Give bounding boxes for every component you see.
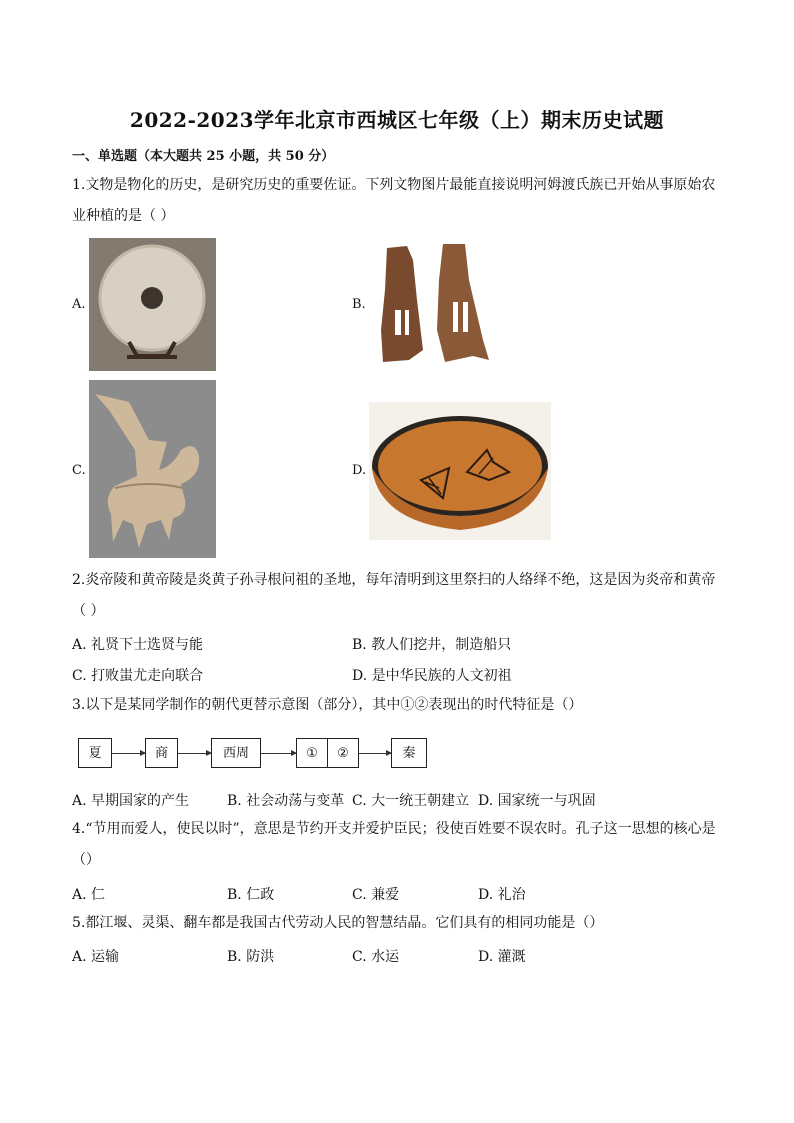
question-2-stem: 2.炎帝陵和黄帝陵是炎黄子孙寻根问祖的圣地，每年清明到这里祭扫的人络绎不绝，这是因为炎帝和黄帝（ ） bbox=[72, 572, 716, 619]
q3-option-b: B. 社会动荡与变革 bbox=[227, 793, 345, 809]
painted-basin-image bbox=[369, 402, 551, 540]
question-5-stem: 5.都江堰、灵渠、翻车都是我国古代劳动人民的智慧结晶。它们具有的相同功能是（） bbox=[72, 915, 604, 931]
q4-option-b: B. 仁政 bbox=[227, 887, 275, 903]
q1-option-c-label: C. bbox=[72, 463, 86, 478]
timeline-box-xia: 夏 bbox=[78, 738, 112, 768]
q3-option-c: C. 大一统王朝建立 bbox=[352, 793, 470, 809]
timeline-box-shang: 商 bbox=[145, 738, 178, 768]
q5-option-a: A. 运输 bbox=[72, 949, 120, 965]
q1-option-b-label: B. bbox=[352, 297, 366, 312]
question-4-stem: 4.“节用而爱人，使民以时”，意思是节约开支并爱护臣民；役使百姓要不误农时。孔子这一思想的核心是（） bbox=[72, 821, 716, 868]
q1-option-d-label: D. bbox=[352, 463, 367, 478]
section-heading: 一、单选题（本大题共 25 小题，共 50 分） bbox=[72, 149, 335, 164]
timeline-arrow bbox=[112, 753, 145, 754]
page-title: 2022-2023学年北京市西城区七年级（上）期末历史试题 bbox=[129, 108, 665, 132]
q5-option-b: B. 防洪 bbox=[227, 949, 275, 965]
q2-option-c: C. 打败蚩尤走向联合 bbox=[72, 668, 204, 684]
timeline-box-2: ② bbox=[327, 738, 359, 768]
jade-disc-image bbox=[89, 238, 216, 371]
dynasty-timeline bbox=[78, 738, 428, 772]
q4-option-a: A. 仁 bbox=[72, 887, 106, 903]
q2-option-a: A. 礼贤下士选贤与能 bbox=[72, 637, 204, 653]
timeline-box-xizhou: 西周 bbox=[211, 738, 261, 768]
question-1-stem: 1.文物是物化的历史，是研究历史的重要佐证。下列文物图片最能直接说明河姆渡氏族已开始从事原始农业种植的是（ ） bbox=[72, 177, 716, 224]
timeline-box-1: ① bbox=[296, 738, 328, 768]
timeline-arrow bbox=[178, 753, 211, 754]
bone-spade-image bbox=[373, 240, 493, 368]
q2-option-d: D. 是中华民族的人文初祖 bbox=[352, 668, 512, 684]
q5-option-c: C. 水运 bbox=[352, 949, 400, 965]
timeline-box-qin: 秦 bbox=[391, 738, 427, 768]
q4-option-c: C. 兼爱 bbox=[352, 887, 400, 903]
q5-option-d: D. 灌溉 bbox=[478, 949, 526, 965]
timeline-arrow bbox=[261, 753, 296, 754]
q3-option-d: D. 国家统一与巩固 bbox=[478, 793, 596, 809]
timeline-arrow bbox=[359, 753, 391, 754]
q2-option-b: B. 教人们挖井，制造船只 bbox=[352, 637, 512, 653]
q1-option-a-label: A. bbox=[72, 297, 86, 312]
q3-option-a: A. 早期国家的产生 bbox=[72, 793, 190, 809]
q4-option-d: D. 礼治 bbox=[478, 887, 526, 903]
question-3-stem: 3.以下是某同学制作的朝代更替示意图（部分），其中①②表现出的时代特征是（） bbox=[72, 697, 583, 713]
pottery-gui-image bbox=[89, 380, 216, 558]
